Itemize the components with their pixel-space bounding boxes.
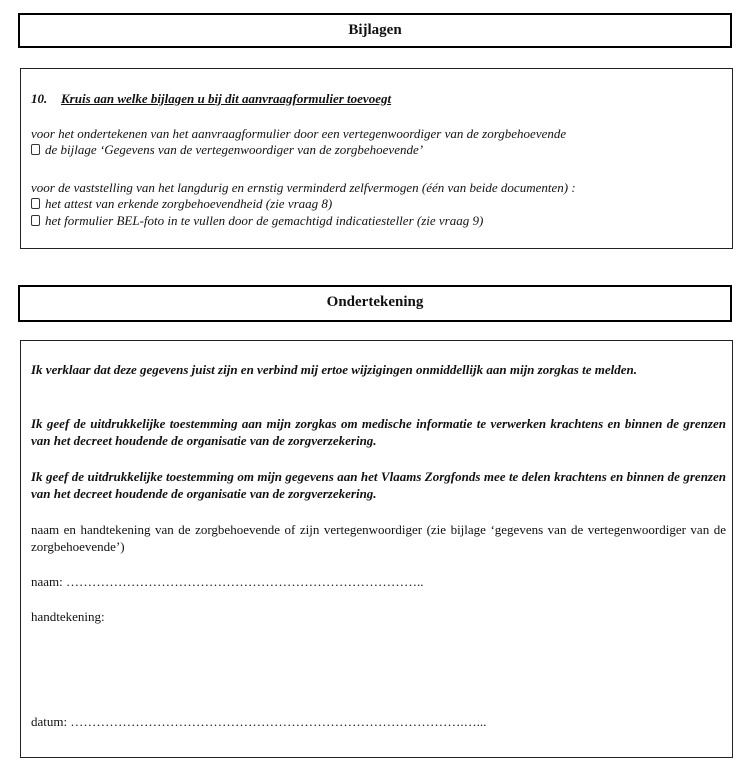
option-attest[interactable] [31,196,332,212]
section-header-ondertekening [18,285,732,322]
signature-box [20,340,733,758]
section-header-bijlagen [18,13,732,48]
option-bel-foto[interactable] [31,213,483,229]
section-title: Ondertekening [326,294,424,310]
signature-field[interactable]: handtekening: [31,609,105,624]
date-field[interactable]: datum: ……………………………………………………………………………….…... [31,714,487,729]
question-title: Kruis aan welke bijlagen u bij dit aanvraagformulier toevoegt [61,91,392,106]
option-label: het formulier BEL-foto in te vullen door de gemachtigd indicatiesteller (zie vraag 9) [45,213,484,228]
name-field[interactable]: naam: ……………………………………………………………………….. [31,574,424,589]
intro-representative: voor het ondertekenen van het aanvraagformulier door een vertegenwoordiger van de zorgbehoevende [31,126,567,141]
signature-instructions: naam en handtekening van de zorgbehoevende of zijn vertegenwoordiger (zie bijlage ‘gegevens van de vertegenwoordiger van de zorgbehoevende’) [31,522,726,554]
section-title: Bijlagen [348,22,402,38]
attachments-box [20,68,733,249]
statement-accuracy: Ik verklaar dat deze gegevens juist zijn en verbind mij ertoe wijzigingen onmiddellijk aan mijn zorgkas te melden. [31,362,637,377]
option-label: het attest van erkende zorgbehoevendheid (zie vraag 8) [45,196,333,211]
checkbox[interactable] [31,144,40,155]
option-representative[interactable] [31,142,423,158]
checkbox[interactable] [31,215,40,226]
statement-data-sharing: Ik geef de uitdrukkelijke toestemming om mijn gegevens aan het Vlaams Zorgfonds mee te delen krachtens en binnen de grenzen van het decreet houdende de organisatie van de zorgverzekering. [31,469,726,501]
checkbox[interactable] [31,198,40,209]
statement-medical-consent: Ik geef de uitdrukkelijke toestemming aan mijn zorgkas om medische informatie te verwerken krachtens en binnen de grenzen van het decreet houdende de organisatie van de zorgverzekering. [31,416,726,448]
question-number: 10. [31,91,48,106]
option-label: de bijlage ‘Gegevens van de vertegenwoordiger van de zorgbehoevende’ [45,142,424,157]
intro-assessment: voor de vaststelling van het langdurig en ernstig verminderd zelfvermogen (één van beide documenten) : [31,180,576,195]
